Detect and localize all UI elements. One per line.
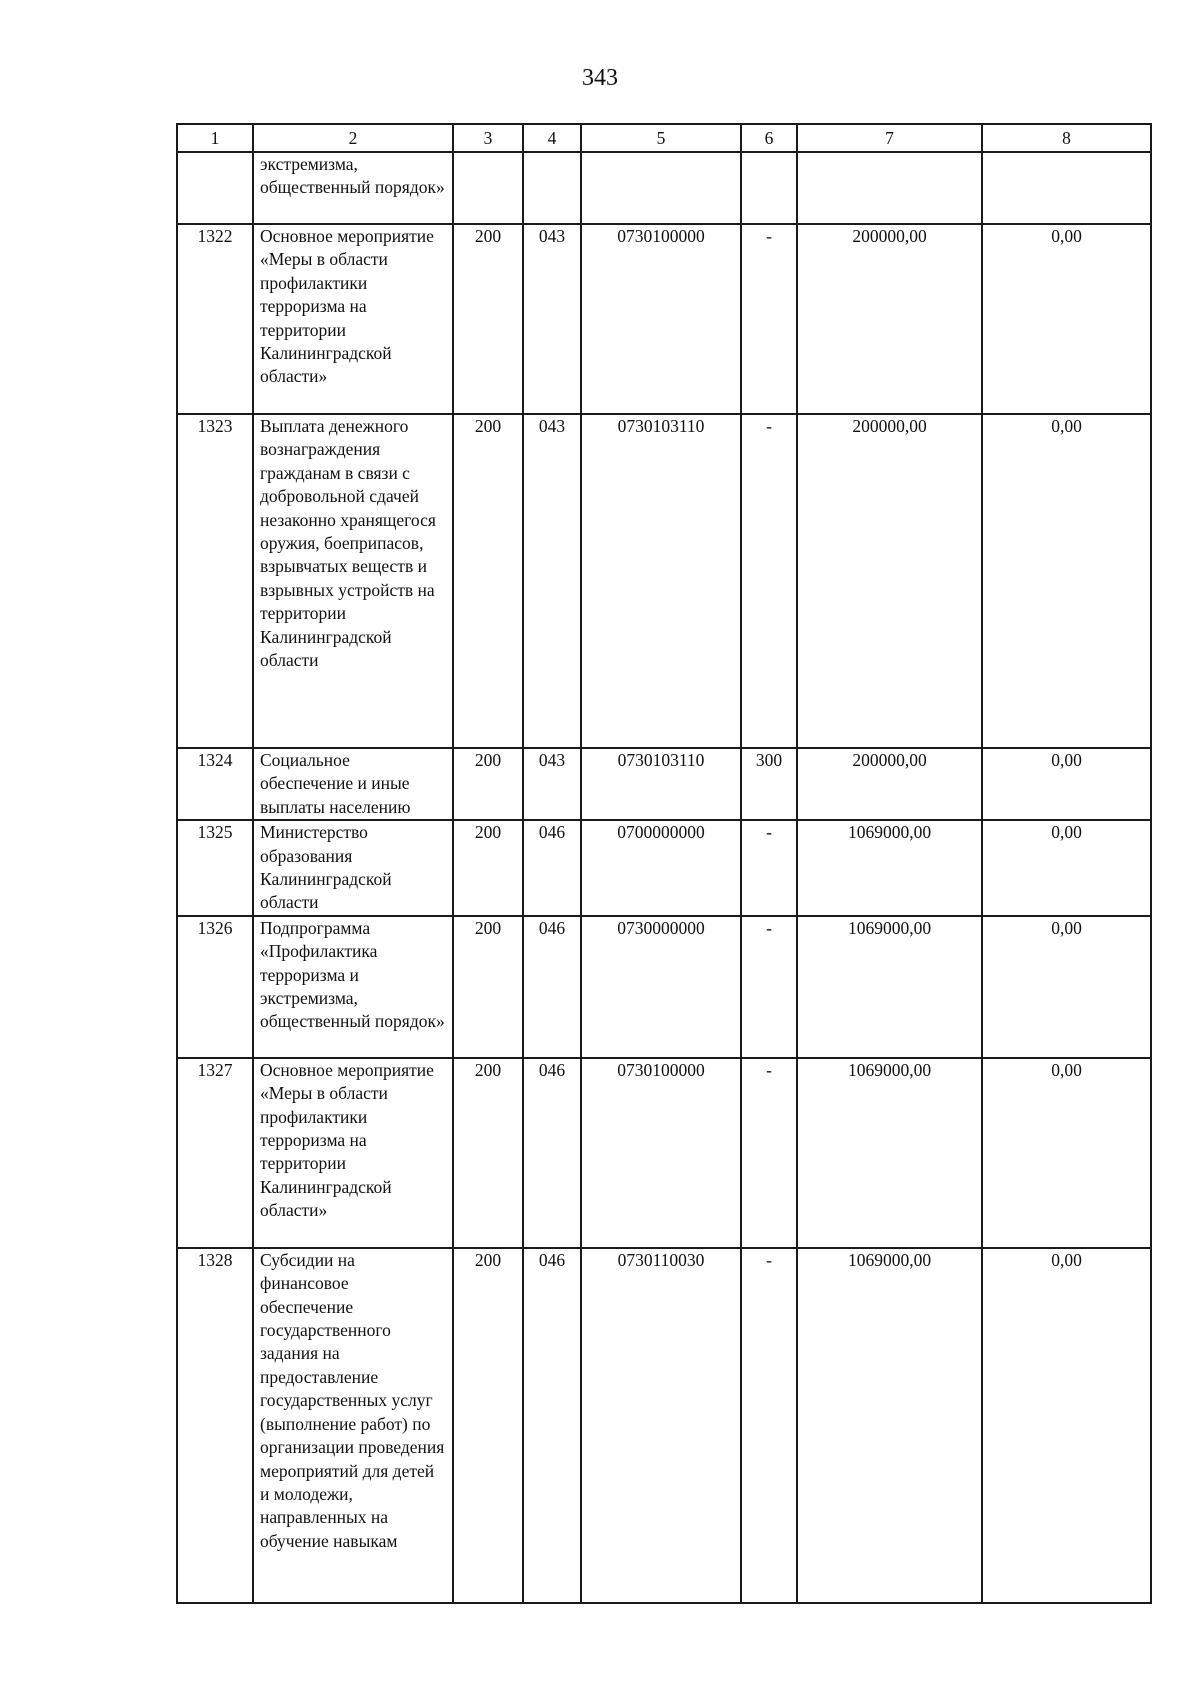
cell-id: 1325 [177, 820, 253, 916]
cell-col7: 200000,00 [797, 748, 982, 820]
cell-name: Основное мероприятие «Меры в области профилактики терроризма на территории Калининградской области» [253, 224, 453, 414]
cell-id: 1323 [177, 414, 253, 748]
cell-name: Министерство образования Калининградской области [253, 820, 453, 916]
cell-col8: 0,00 [982, 1248, 1151, 1603]
cell-col8 [982, 152, 1151, 224]
cell-col4: 043 [523, 748, 581, 820]
cell-col6 [741, 152, 797, 224]
cell-col8: 0,00 [982, 820, 1151, 916]
cell-col8: 0,00 [982, 1058, 1151, 1248]
budget-table [176, 123, 1152, 1604]
cell-col6: - [741, 1058, 797, 1248]
table-row [177, 748, 1151, 820]
table-row-continuation [177, 152, 1151, 224]
cell-col5: 0730110030 [581, 1248, 741, 1603]
cell-id: 1326 [177, 916, 253, 1058]
cell-col6: 300 [741, 748, 797, 820]
cell-col6: - [741, 1248, 797, 1603]
table-row [177, 1058, 1151, 1248]
column-header-6: 6 [741, 124, 797, 152]
cell-col7: 1069000,00 [797, 820, 982, 916]
column-header-7: 7 [797, 124, 982, 152]
column-header-4: 4 [523, 124, 581, 152]
cell-col4: 046 [523, 820, 581, 916]
column-header-1: 1 [177, 124, 253, 152]
cell-col8: 0,00 [982, 414, 1151, 748]
cell-col7: 1069000,00 [797, 916, 982, 1058]
cell-id: 1328 [177, 1248, 253, 1603]
cell-col5: 0700000000 [581, 820, 741, 916]
cell-name: Субсидии на финансовое обеспечение государственного задания на предоставление государственных услуг (выполнение работ) по организации проведения мероприятий для детей и молодежи, направленных на обучение навыкам [253, 1248, 453, 1603]
cell-id: 1324 [177, 748, 253, 820]
cell-col5 [581, 152, 741, 224]
cell-col5: 0730103110 [581, 748, 741, 820]
cell-col7: 200000,00 [797, 414, 982, 748]
cell-id [177, 152, 253, 224]
cell-col3: 200 [453, 1248, 523, 1603]
cell-col5: 0730100000 [581, 224, 741, 414]
table-row [177, 820, 1151, 916]
cell-col3 [453, 152, 523, 224]
cell-col7: 1069000,00 [797, 1248, 982, 1603]
table-row [177, 1248, 1151, 1603]
cell-col8: 0,00 [982, 748, 1151, 820]
table-row [177, 414, 1151, 748]
table-header-row [177, 124, 1151, 152]
column-header-2: 2 [253, 124, 453, 152]
cell-col5: 0730103110 [581, 414, 741, 748]
cell-col3: 200 [453, 224, 523, 414]
cell-col4: 046 [523, 916, 581, 1058]
cell-col4: 046 [523, 1248, 581, 1603]
cell-col4 [523, 152, 581, 224]
cell-col7: 1069000,00 [797, 1058, 982, 1248]
cell-id: 1327 [177, 1058, 253, 1248]
table-row [177, 916, 1151, 1058]
cell-col6: - [741, 414, 797, 748]
cell-col3: 200 [453, 1058, 523, 1248]
column-header-8: 8 [982, 124, 1151, 152]
column-header-5: 5 [581, 124, 741, 152]
cell-col7: 200000,00 [797, 224, 982, 414]
cell-name: Основное мероприятие «Меры в области профилактики терроризма на территории Калининградской области» [253, 1058, 453, 1248]
cell-name: Социальное обеспечение и иные выплаты населению [253, 748, 453, 820]
table-row [177, 224, 1151, 414]
page-number: 343 [582, 65, 618, 91]
cell-col5: 0730000000 [581, 916, 741, 1058]
cell-col8: 0,00 [982, 916, 1151, 1058]
cell-col7 [797, 152, 982, 224]
cell-col4: 043 [523, 414, 581, 748]
cell-col4: 043 [523, 224, 581, 414]
cell-col3: 200 [453, 748, 523, 820]
cell-col6: - [741, 224, 797, 414]
cell-col6: - [741, 916, 797, 1058]
cell-col3: 200 [453, 820, 523, 916]
cell-col3: 200 [453, 414, 523, 748]
cell-col8: 0,00 [982, 224, 1151, 414]
cell-col6: - [741, 820, 797, 916]
cell-name: Подпрограмма «Профилактика терроризма и экстремизма, общественный порядок» [253, 916, 453, 1058]
column-header-3: 3 [453, 124, 523, 152]
cell-name: экстремизма, общественный порядок» [253, 152, 453, 224]
cell-name: Выплата денежного вознаграждения гражданам в связи с добровольной сдачей незаконно хранящегося оружия, боеприпасов, взрывчатых веществ и взрывных устройств на территории Калининградской области [253, 414, 453, 748]
cell-id: 1322 [177, 224, 253, 414]
cell-col3: 200 [453, 916, 523, 1058]
cell-col4: 046 [523, 1058, 581, 1248]
cell-col5: 0730100000 [581, 1058, 741, 1248]
